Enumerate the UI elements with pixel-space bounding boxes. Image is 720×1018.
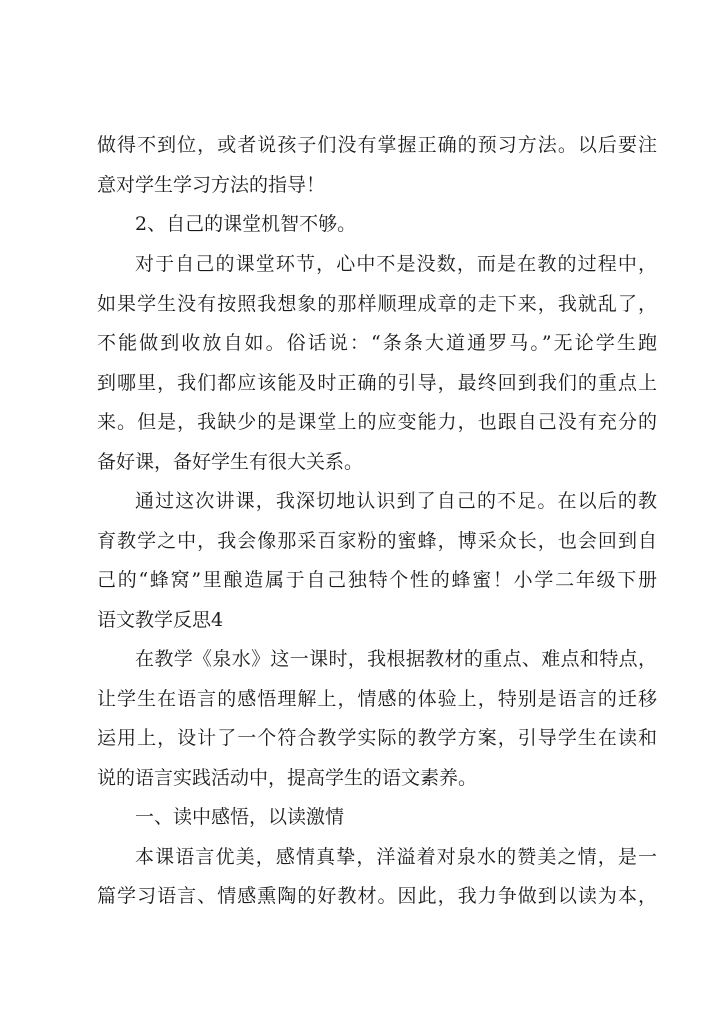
paragraph-line: 意对学生学习方法的指导！ (97, 174, 326, 196)
paragraph-line: 本课语言优美，感情真挚，洋溢着对泉水的赞美之情，是一 (135, 846, 657, 868)
paragraph-line: 做得不到位，或者说孩子们没有掌握正确的预习方法。以后要注 (97, 134, 657, 156)
article-title: 语文教学反思4 (97, 609, 224, 631)
paragraph-line: 备好课，备好学生有很大关系。 (97, 451, 364, 473)
section-heading: 一、读中感悟，以读激情 (135, 806, 345, 828)
paragraph-line: 来。但是，我缺少的是课堂上的应变能力，也跟自己没有充分的 (97, 411, 657, 433)
paragraph-line: 通过这次讲课，我深切地认识到了自己的不足。在以后的教 (135, 490, 657, 512)
paragraph-line: 对于自己的课堂环节，心中不是没数，而是在教的过程中， (135, 253, 657, 275)
paragraph-line: 在教学《泉水》这一课时，我根据教材的重点、难点和特点， (135, 648, 657, 670)
paragraph-line: 不能做到收放自如。俗话说：“条条大道通罗马。”无论学生跑 (97, 332, 657, 354)
paragraph-line: 让学生在语言的感悟理解上，情感的体验上，特别是语言的迁移 (97, 688, 657, 710)
paragraph-line: 如果学生没有按照我想象的那样顺理成章的走下来，我就乱了， (97, 293, 657, 315)
paragraph-line: 运用上，设计了一个符合教学实际的教学方案，引导学生在读和 (97, 727, 657, 749)
paragraph-line: 到哪里，我们都应该能及时正确的引导，最终回到我们的重点上 (97, 372, 657, 394)
paragraph-line: 育教学之中，我会像那采百家粉的蜜蜂，博采众长，也会回到自 (97, 530, 657, 552)
paragraph-line: 己的“蜂窝”里酿造属于自己独特个性的蜂蜜！小学二年级下册 (97, 569, 657, 591)
section-heading: 2、自己的课堂机智不够。 (135, 213, 357, 235)
paragraph-line: 说的语言实践活动中，提高学生的语文素养。 (97, 767, 478, 789)
paragraph-line: 篇学习语言、情感熏陶的好教材。因此，我力争做到以读为本， (97, 885, 657, 907)
